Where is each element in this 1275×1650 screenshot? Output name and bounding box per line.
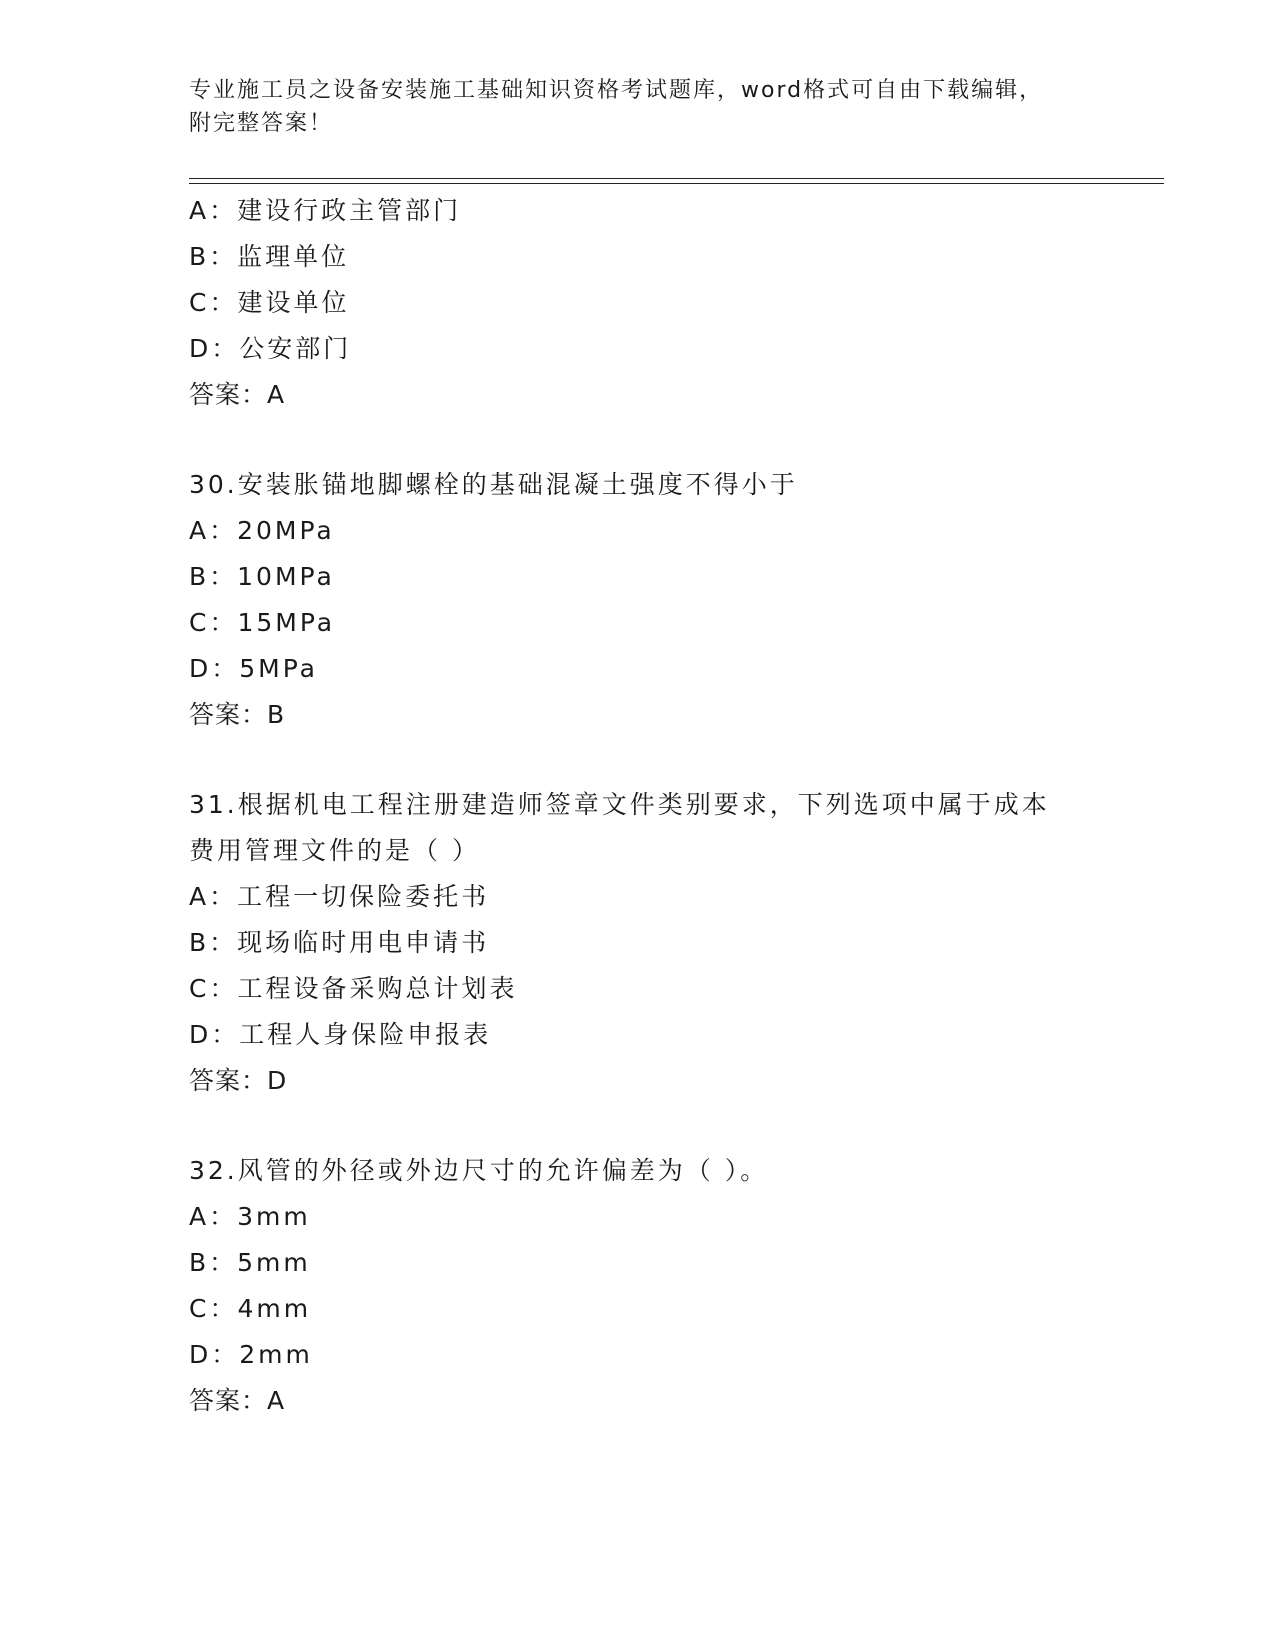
option-b: B：10MPa — [189, 562, 335, 591]
answer: 答案：B — [189, 700, 286, 729]
question-text: 30.安装胀锚地脚螺栓的基础混凝土强度不得小于 — [189, 470, 798, 499]
header-divider-top — [189, 178, 1164, 179]
option-a: A：建设行政主管部门 — [189, 196, 462, 225]
option-d: D：5MPa — [189, 654, 318, 683]
question-31 — [189, 782, 1089, 1104]
option-a: A：3mm — [189, 1202, 311, 1231]
option-d: D：公安部门 — [189, 334, 352, 363]
document-header — [189, 74, 1089, 140]
option-c: C：4mm — [189, 1294, 312, 1323]
option-c: C：建设单位 — [189, 288, 350, 317]
option-a: A：工程一切保险委托书 — [189, 882, 490, 911]
question-list — [189, 188, 1089, 1424]
option-c: C：工程设备采购总计划表 — [189, 974, 518, 1003]
option-b: B：现场临时用电申请书 — [189, 928, 490, 957]
option-d: D：工程人身保险申报表 — [189, 1020, 492, 1049]
answer: 答案：A — [189, 380, 286, 409]
question-text-line-2: 费用管理文件的是（ ） — [189, 836, 480, 865]
answer: 答案：D — [189, 1066, 288, 1095]
question-32 — [189, 1148, 1089, 1424]
option-c: C：15MPa — [189, 608, 336, 637]
header-line-2: 附完整答案！ — [189, 111, 334, 136]
question-text: 32.风管的外径或外边尺寸的允许偏差为（ ）。 — [189, 1156, 769, 1185]
header-line-1: 专业施工员之设备安装施工基础知识资格考试题库，word格式可自由下载编辑， — [189, 78, 1044, 103]
answer: 答案：A — [189, 1386, 286, 1415]
header-divider-bottom — [189, 183, 1164, 184]
question-30 — [189, 462, 1089, 738]
option-b: B：5mm — [189, 1248, 311, 1277]
option-b: B：监理单位 — [189, 242, 350, 271]
question-text-line-1: 31.根据机电工程注册建造师签章文件类别要求，下列选项中属于成本 — [189, 790, 1050, 819]
option-a: A：20MPa — [189, 516, 335, 545]
option-d: D：2mm — [189, 1340, 313, 1369]
question-29 — [189, 188, 1089, 418]
